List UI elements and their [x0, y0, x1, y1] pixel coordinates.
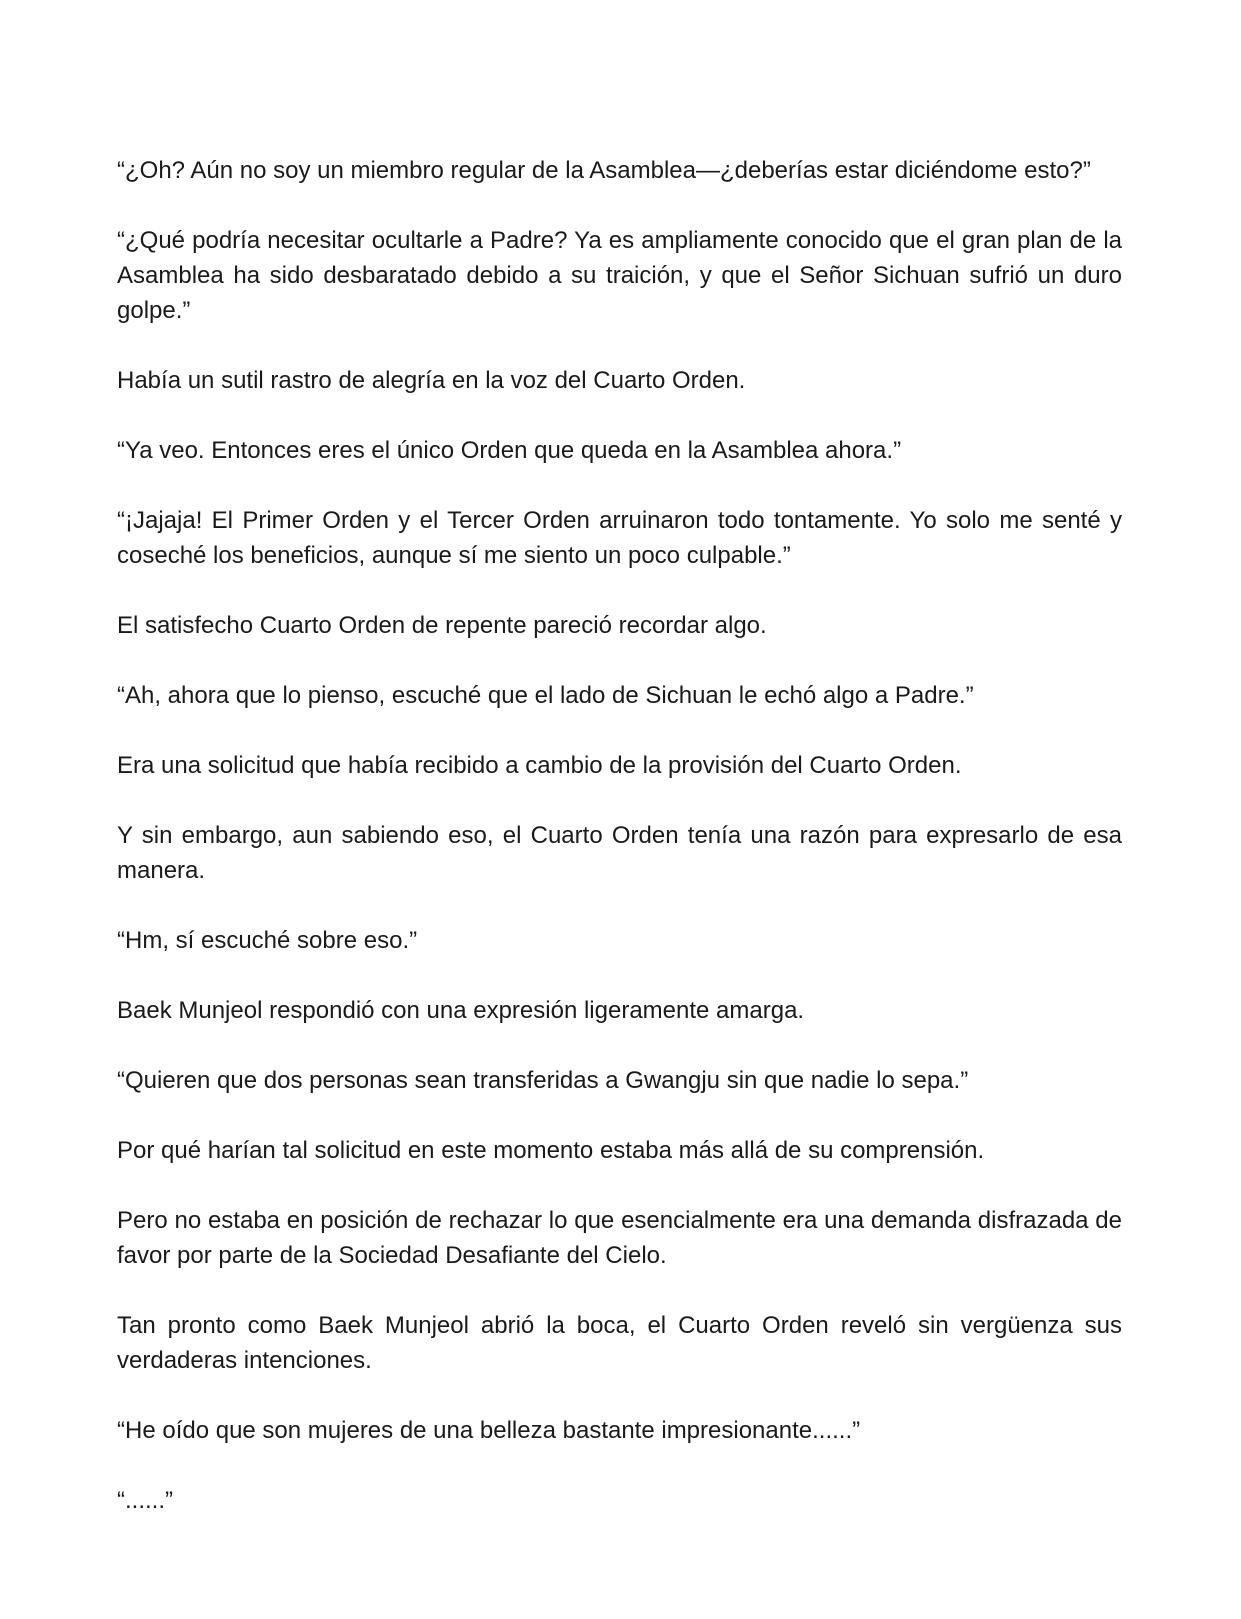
- paragraph: “¿Qué podría necesitar ocultarle a Padre? Ya es ampliamente conocido que el gran plan de la Asamblea ha sido desbaratado debido a su traición, y que el Señor Sichuan sufrió un duro golpe.”: [117, 227, 1122, 324]
- paragraph: “He oído que son mujeres de una belleza bastante impresionante......”: [117, 1417, 861, 1444]
- paragraph: “Ah, ahora que lo pienso, escuché que el lado de Sichuan le echó algo a Padre.”: [117, 682, 974, 709]
- paragraph: “Quieren que dos personas sean transferidas a Gwangju sin que nadie lo sepa.”: [117, 1067, 969, 1094]
- paragraph: “......”: [117, 1487, 173, 1514]
- paragraph: El satisfecho Cuarto Orden de repente pareció recordar algo.: [117, 612, 767, 639]
- document-body: [117, 153, 1122, 1553]
- paragraph: Baek Munjeol respondió con una expresión ligeramente amarga.: [117, 997, 805, 1024]
- paragraph: Y sin embargo, aun sabiendo eso, el Cuarto Orden tenía una razón para expresarlo de esa manera.: [117, 822, 1122, 884]
- paragraph: Era una solicitud que había recibido a cambio de la provisión del Cuarto Orden.: [117, 752, 962, 779]
- paragraph: Por qué harían tal solicitud en este momento estaba más allá de su comprensión.: [117, 1137, 985, 1164]
- paragraph: Tan pronto como Baek Munjeol abrió la boca, el Cuarto Orden reveló sin vergüenza sus verdaderas intenciones.: [117, 1312, 1122, 1374]
- paragraph: “¿Oh? Aún no soy un miembro regular de la Asamblea—¿deberías estar diciéndome esto?”: [117, 157, 1091, 184]
- paragraph: Había un sutil rastro de alegría en la voz del Cuarto Orden.: [117, 367, 746, 394]
- paragraph: “Hm, sí escuché sobre eso.”: [117, 927, 418, 954]
- paragraph: “¡Jajaja! El Primer Orden y el Tercer Orden arruinaron todo tontamente. Yo solo me senté y coseché los beneficios, aunque sí me siento un poco culpable.”: [117, 507, 1122, 569]
- paragraph: “Ya veo. Entonces eres el único Orden que queda en la Asamblea ahora.”: [117, 437, 902, 464]
- paragraph: Pero no estaba en posición de rechazar lo que esencialmente era una demanda disfrazada de favor por parte de la Sociedad Desafiante del Cielo.: [117, 1207, 1122, 1269]
